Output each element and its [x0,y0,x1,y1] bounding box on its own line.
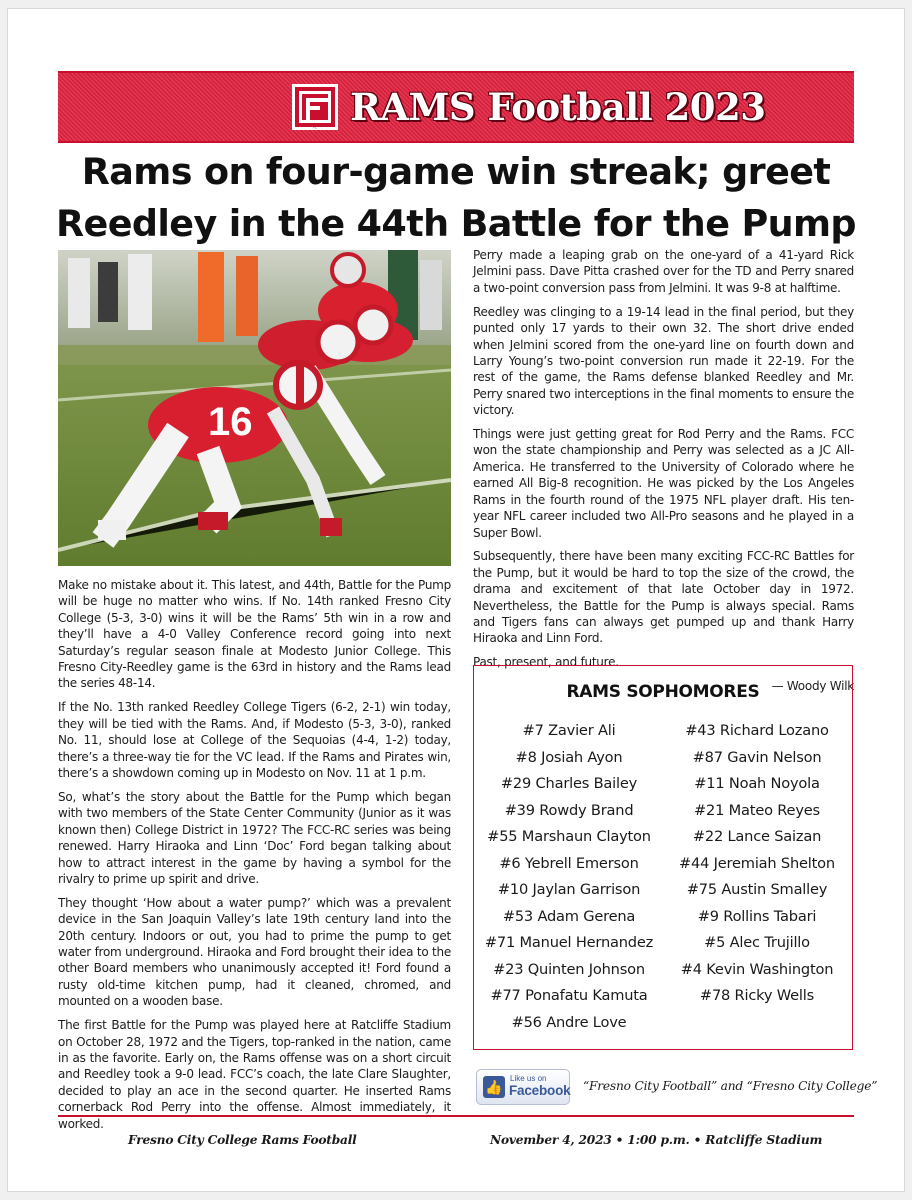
roster-item: #44 Jeremiah Shelton [679,854,835,872]
article-paragraph: Reedley was clinging to a 19-14 lead in the final period, but they punted only 17 yards to their own 32. The short drive ended when Jelmini scored from the one-yard line on fourth down and Larry Young’s two-point conversion run made it 22-19. For the rest of the game, the Rams defense blanked Reedley and Mr. Perry snared two interceptions in the final moments to ensure the victory. [473,304,854,418]
facebook-like-button[interactable] [476,1069,570,1105]
article-paragraph: So, what’s the story about the Battle for the Pump which began with two members of the State Center Community (Junior as it was known then) College District in 1972? The FCC-RC series was being renewed. Harry Hiraoka and Linn ‘Doc’ Ford began talking about how to attract interest in the game by having a symbol for the rivalry to prime up spirit and drive. [58,789,451,886]
article-paragraph: Subsequently, there have been many exciting FCC-RC Battles for the Pump, but it would be hard to top the size of the crowd, the drama and excitement of that late October day in 1972. Nevertheless, the Battle for the Pump is always special. Rams and Tigers fans can always get pumped up and thank Harry Hiraoka and Linn Ford. [473,549,854,646]
roster-item: #22 Lance Saizan [692,828,822,845]
roster-item: #43 Richard Lozano [685,722,829,739]
article-paragraph: The first Battle for the Pump was played here at Ratcliffe Stadium on October 28, 1972 and the Tigers, top-ranked in the nation, came in as the favorite. Early on, the Rams offense was on a short circuit and Reedley took a 9-0 lead. FCC’s coach, the late Clare Slaughter, decided to play an ace in the second quarter. He inserted Rams cornerback Rod Perry into the offense. Almost immediately, it worked. [58,1018,451,1131]
roster-item: #56 Andre Love [511,1013,627,1031]
roster-item: #71 Manuel Hernandez [484,934,654,951]
roster-column-2 [662,718,852,1010]
roster-item: #5 Alec Trujillo [704,934,810,951]
roster-item: #55 Marshaun Clayton [487,828,651,845]
roster-item: #78 Ricky Wells [699,987,815,1004]
article-paragraph: Things were just getting great for Rod Perry and the Rams. FCC won the state championship and Perry was selected as a JC All-America. He transferred to the University of Colorado where he earned All Big-8 recognition. He was picked by the Los Angeles Rams in the fourth round of the 1975 NFL player draft. His ten-year NFL career included two All-Pro seasons and he played in a Super Bowl. [473,427,854,540]
article-left-column [58,577,451,1140]
roster-item: #39 Rowdy Brand [504,801,634,819]
article-paragraph: They thought ‘How about a water pump?’ which was a prevalent device in the San Joaquin Valley’s late 19th century land into the 20th century. Indoors or out, you had to prime the pump to get water from underground. Hiraoka and Ford brought their idea to the other Board members who unanimously accepted it! Ford found a rusty old-time kitchen pump, had it cleaned, chromed, and mounted on a wooden base. [58,895,451,1009]
facebook-brand-label: Facebook [509,1083,571,1098]
footer-publication: Fresno City College Rams Football [128,1133,357,1147]
sophomores-title: RAMS SOPHOMORES [566,682,760,702]
article-paragraph: Make no mistake about it. This latest, and 44th, Battle for the Pump will be huge no matter who wins. If No. 14th ranked Fresno City College (5-3, 3-0) wins it will be the Rams’ 5th win in a row and they’ll have a 4-0 Valley Conference record going into next Saturday’s regular season finale at Modesto Junior College. This Fresno City-Reedley game is the 63rd in history and the Rams lead the series 48-14. [58,578,451,691]
roster-item: #29 Charles Bailey [500,775,638,792]
roster-item: #75 Austin Smalley [686,881,828,898]
headline: Rams on four-game win streak; greet Reedley in the 44th Battle for the Pump [56,150,856,245]
svg-text:FC: FC [313,125,317,130]
roster-item: #53 Adam Gerena [502,907,636,925]
article-paragraph: If the No. 13th ranked Reedley College Tigers (6-2, 2-1) win today, they will be tied with the Rams. And, if Modesto (5-3, 3-0), ranked No. 11, should lose at College of the Sequoias (4-4, 1-2) today, there’s a three-way tie for the VC lead. If the Rams and Pirates win, there’s a showdown coming up in Modesto on Nov. 11 at 1 p.m. [58,700,451,780]
roster-item: #10 Jaylan Garrison [497,881,641,898]
roster-item: #11 Noah Noyola [694,775,820,792]
football-photo-illustration [58,250,451,566]
roster-item: #6 Yebrell Emerson [499,854,639,872]
facebook-like-label: Like us on [510,1074,547,1083]
facebook-caption: “Fresno City Football” and “Fresno City College” [583,1079,878,1093]
byline: — Woody Wilk [771,679,854,694]
article-right-column [473,247,854,702]
roster-column-1 [474,718,664,1036]
footer-divider [58,1115,854,1117]
article-paragraph: Past, present, and future. [473,655,619,670]
sophomores-box [473,665,853,1050]
roster-item: #4 Kevin Washington [680,960,834,978]
roster-item: #77 Ponafatu Kamuta [490,987,648,1004]
roster-item: #7 Zavier Ali [522,722,616,739]
article-paragraph: Perry made a leaping grab on the one-yard of a 41-yard Rick Jelmini pass. Dave Pitta crashed over for the TD and Perry snared a two-point conversion pass from Jelmini. It was 9-8 at halftime. [473,248,854,295]
footer-date-venue: November 4, 2023 • 1:00 p.m. • Ratcliffe Stadium [490,1133,823,1147]
roster-item: #9 Rollins Tabari [697,907,817,925]
roster-item: #87 Gavin Nelson [692,748,822,766]
football-photo [58,250,451,566]
roster-item: #23 Quinten Johnson [493,960,645,978]
roster-item: #8 Josiah Ayon [515,748,623,766]
thumbs-up-icon: 👍 [483,1076,505,1098]
svg-text:16: 16 [208,400,253,444]
roster-item: #21 Mateo Reyes [694,801,820,819]
fcc-logo [292,84,338,130]
banner-title: RAMS Football 2023 [350,85,766,129]
